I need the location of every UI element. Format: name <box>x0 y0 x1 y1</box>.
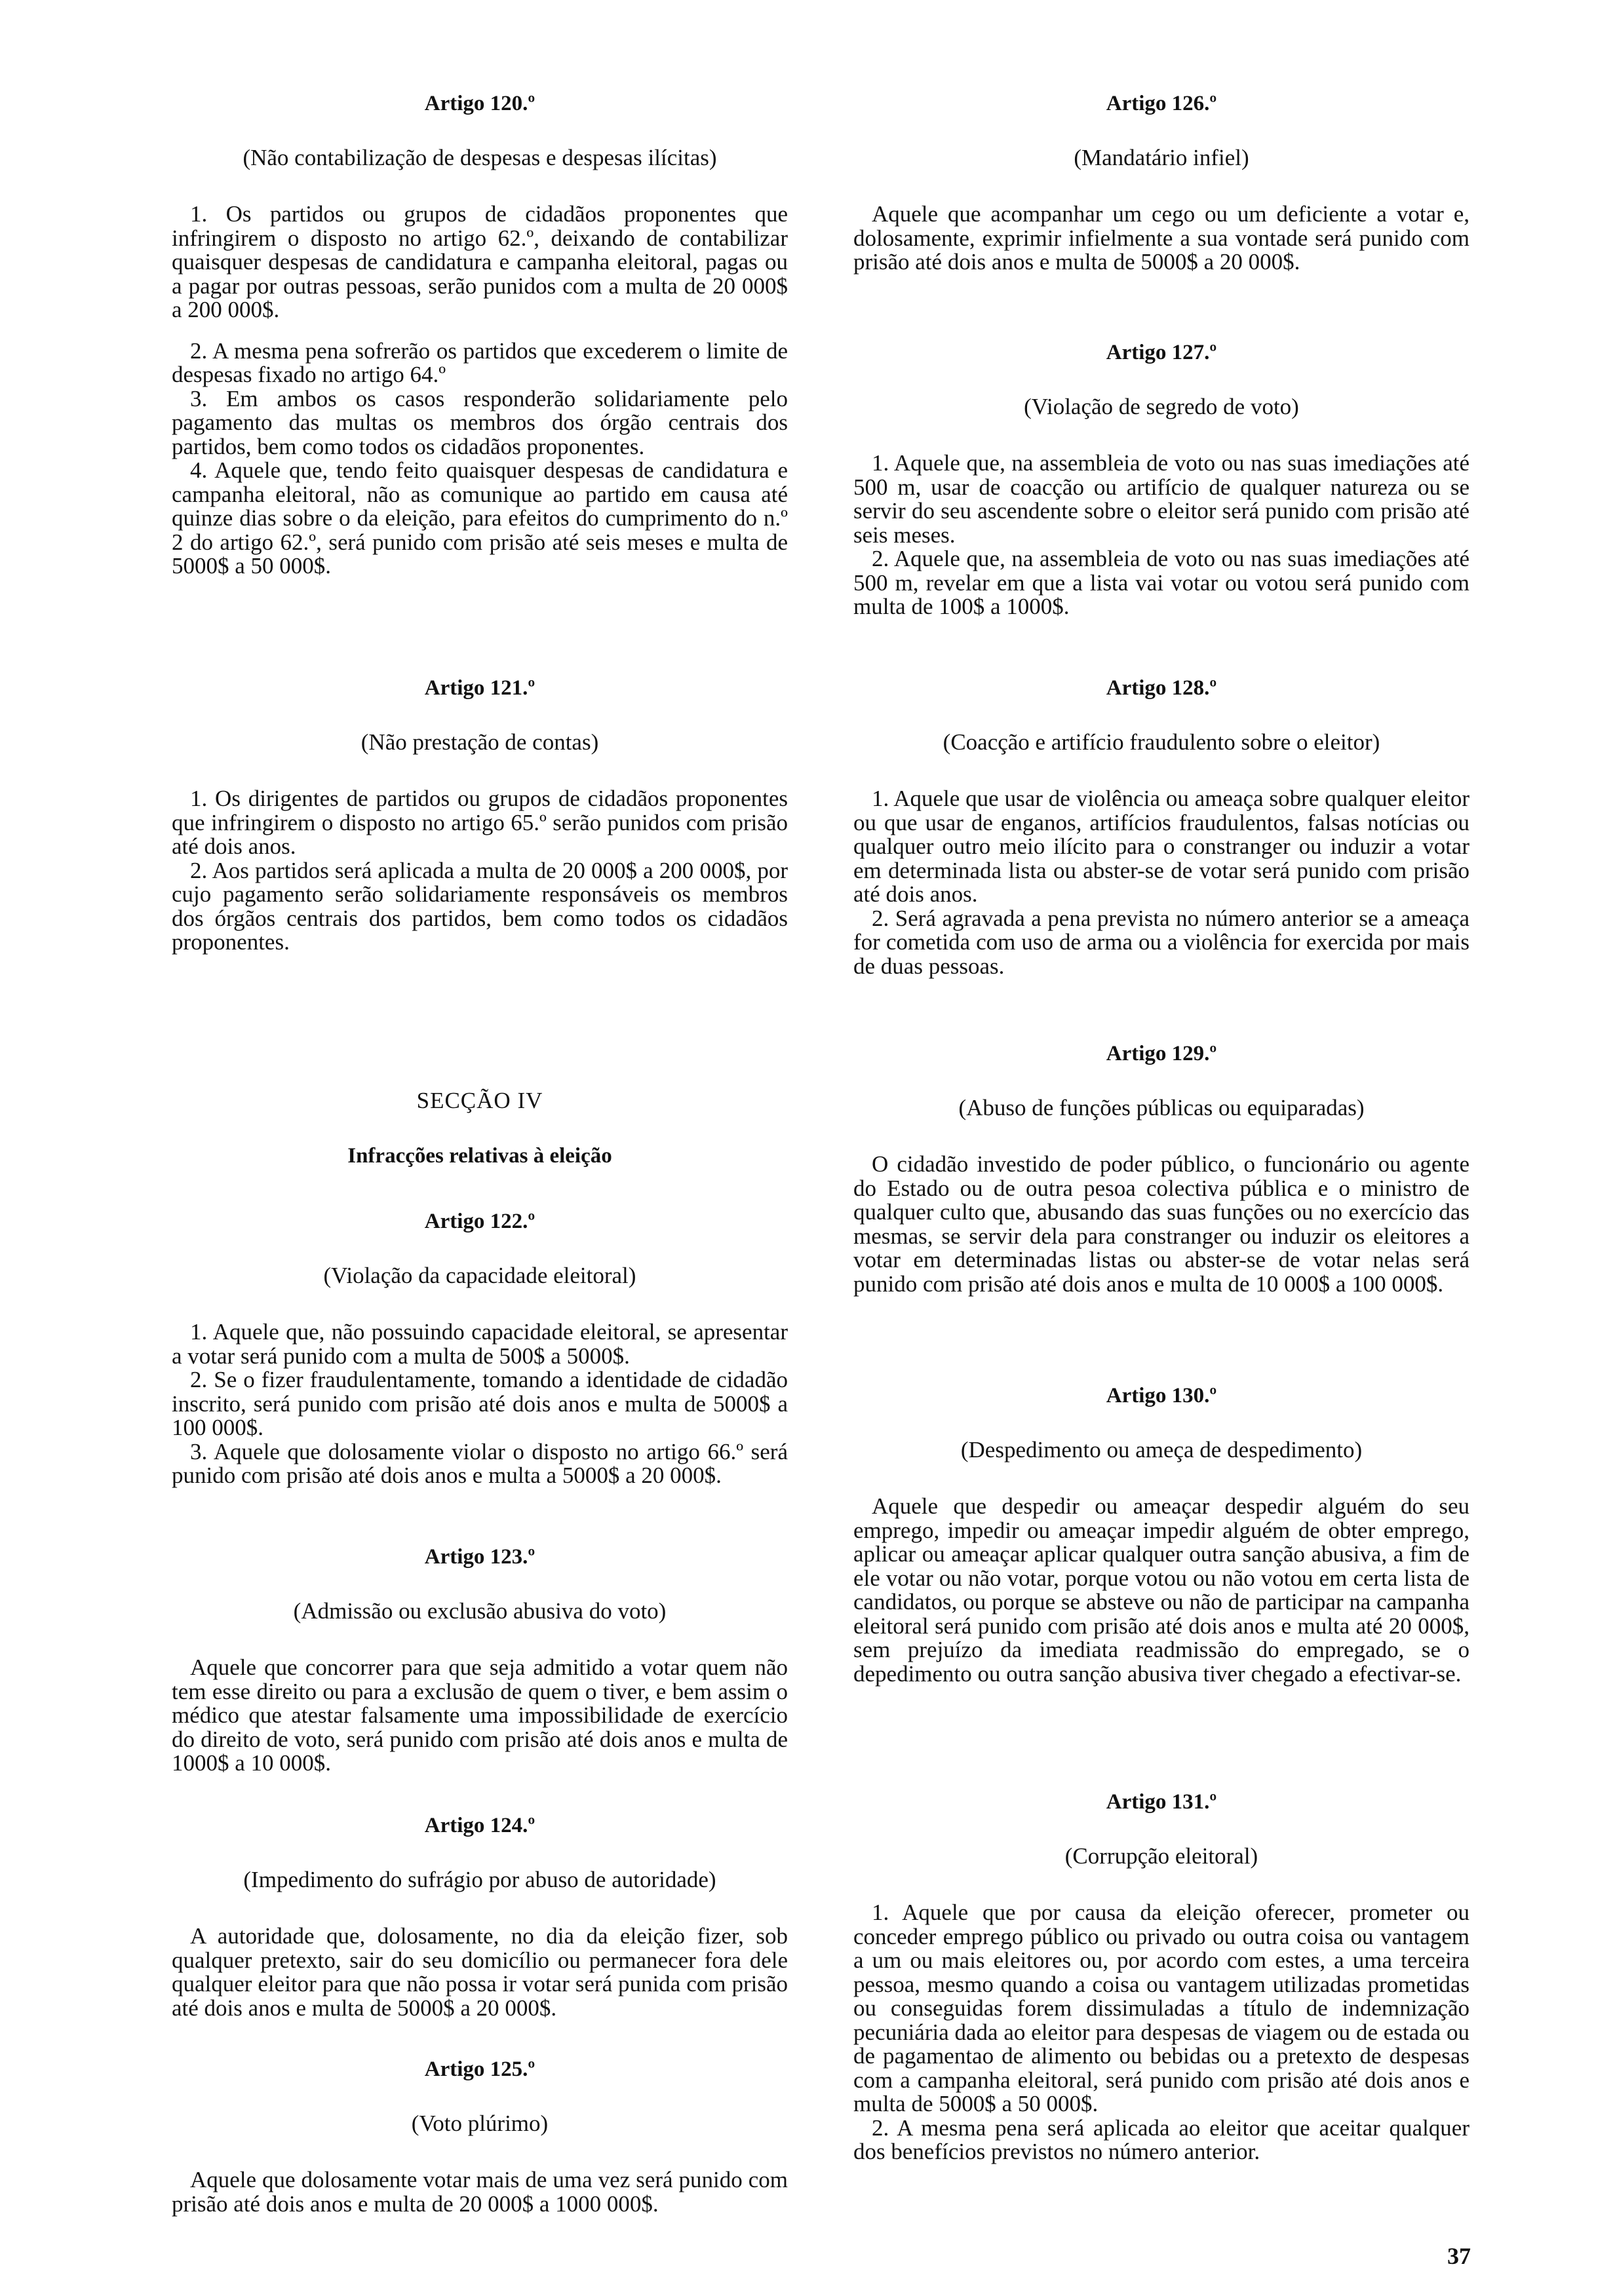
paragraph: 1. Aquele que usar de violência ou ameaça sobre qualquer eleitor ou que usar de enganos, artifícios fraudulentos, falsas notícias ou qualquer outro meio ilícito para o constranger ou induzir a votar em determinada lista ou abster-se de votar será punido com prisão até dois anos. <box>853 786 1469 907</box>
paragraph: 2. A mesma pena sofrerão os partidos que excederem o limite de despesas fixado no artigo 64.º <box>172 337 788 387</box>
paragraph: 4. Aquele que, tendo feito quaisquer despesas de candidatura e campanha eleitoral, não as comunique ao partido em causa até quinze dias sobre o da eleição, para efeitos do cumprimento do n.º 2 do artigo 62.º, será punido com prisão até seis meses e multa de 5000$ a 50 000$. <box>172 457 788 579</box>
article-120 <box>172 92 788 579</box>
article-subtitle: (Violação da capacidade eleitoral) <box>323 1263 636 1288</box>
article-title: Artigo 126.º <box>1106 92 1217 115</box>
paragraph: 1. Aquele que por causa da eleição oferecer, prometer ou conceder emprego público ou privado ou outra coisa ou vantagem a um ou mais eleitores ou, por acordo com estes, a uma terceira pessoa, mesmo quando a coisa ou vantagem utilizadas prometidas ou conseguidas forem dissimuladas a título de indemnização pecuniária dada ao eleitor para despesas de viagem ou de estada ou de pagamentao de alimento ou bebidas ou a pretexto de despesas com a campanha eleitoral, será punido com prisão até dois anos e multa de 5000$ a 50 000$. <box>853 1900 1469 2116</box>
article-subtitle: (Violação de segredo de voto) <box>1024 394 1299 419</box>
paragraph: 2. Aquele que, na assembleia de voto ou nas suas imediações até 500 m, revelar em que a lista vai votar ou votou será punido com multa de 100$ a 1000$. <box>853 546 1469 619</box>
paragraph: 2. Será agravada a pena prevista no número anterior se a ameaça for cometida com uso de arma ou a violência for exercida por mais de duas pessoas. <box>853 905 1469 979</box>
article-124 <box>172 1814 788 2020</box>
section-iv <box>172 1088 788 1198</box>
article-subtitle: (Admissão ou exclusão abusiva do voto) <box>293 1598 667 1624</box>
article-title: Artigo 130.º <box>1106 1384 1217 1407</box>
article-128 <box>853 676 1469 978</box>
paragraph: O cidadão investido de poder público, o funcionário ou agente do Estado ou de outra pesoa colectiva pública e o ministro de qualquer culto que, abusando das suas funções ou no exercício das mesmas, se servir dela para constranger ou induzir os eleitores a votar em determinadas listas ou abster-se de votar nelas será punido com prisão até dois anos e multa de 10 000$ a 100 000$. <box>853 1151 1469 1297</box>
article-title: Artigo 122.º <box>424 1210 535 1233</box>
article-subtitle: (Não prestação de contas) <box>360 729 599 755</box>
paragraph: 2. Aos partidos será aplicada a multa de 20 000$ a 200 000$, por cujo pagamento serão solidariamente responsáveis os membros dos órgãos centrais dos partidos, bem como todos os cidadãos proponentes. <box>172 857 788 955</box>
article-subtitle: (Mandatário infiel) <box>1074 145 1249 170</box>
paragraph: 1. Os dirigentes de partidos ou grupos de cidadãos proponentes que infringirem o disposto no artigo 65.º serão punidos com prisão até dois anos. <box>172 786 788 859</box>
article-129 <box>853 1042 1469 1296</box>
paragraph: 3. Aquele que dolosamente violar o disposto no artigo 66.º será punido com prisão até dois anos e multa a 5000$ a 20 000$. <box>172 1438 788 1488</box>
article-title: Artigo 127.º <box>1106 341 1217 364</box>
article-title: Artigo 120.º <box>424 92 535 115</box>
section-subheading: Infracções relativas à eleição <box>347 1144 612 1168</box>
article-title: Artigo 129.º <box>1106 1042 1217 1065</box>
paragraph: A autoridade que, dolosamente, no dia da eleição fizer, sob qualquer pretexto, sair do seu domicílio ou permanecer fora dele qualquer eleitor para que não possa ir votar será punida com prisão até dois anos e multa de 5000$ a 20 000$. <box>172 1923 788 2021</box>
page-number: 37 <box>1447 2243 1471 2269</box>
paragraph: Aquele que acompanhar um cego ou um deficiente a votar e, dolosamente, exprimir infielmente a sua vontade será punido com prisão até dois anos e multa de 5000$ a 20 000$. <box>853 201 1469 275</box>
paragraph: 3. Em ambos os casos responderão solidariamente pelo pagamento das multas os membros dos órgão centrais dos partidos, bem como todos os cidadãos proponentes. <box>172 385 788 459</box>
article-131 <box>853 1790 1469 2164</box>
article-130 <box>853 1384 1469 1686</box>
article-subtitle: (Abuso de funções públicas ou equiparadas) <box>958 1095 1365 1120</box>
article-125 <box>172 2057 788 2216</box>
article-subtitle: (Não contabilização de despesas e despesas ilícitas) <box>243 145 717 170</box>
paragraph: 1. Aquele que, não possuindo capacidade eleitoral, se apresentar a votar será punido com a multa de 500$ a 5000$. <box>172 1319 788 1369</box>
article-123 <box>172 1545 788 1776</box>
article-subtitle: (Corrupção eleitoral) <box>1064 1843 1258 1869</box>
paragraph: Aquele que dolosamente votar mais de uma vez será punido com prisão até dois anos e multa de 20 000$ a 1000 000$. <box>172 2167 788 2217</box>
paragraph: 2. A mesma pena será aplicada ao eleitor que aceitar qualquer dos benefícios previstos no número anterior. <box>853 2114 1469 2164</box>
article-subtitle: (Impedimento do sufrágio por abuso de autoridade) <box>243 1867 716 1892</box>
article-126 <box>853 92 1469 275</box>
paragraph: 2. Se o fizer fraudulentamente, tomando a identidade de cidadão inscrito, será punido com prisão até dois anos e multa de 5000$ a 100 000$. <box>172 1367 788 1440</box>
article-title: Artigo 131.º <box>1106 1790 1217 1814</box>
article-title: Artigo 123.º <box>424 1545 535 1569</box>
article-127 <box>853 341 1469 619</box>
article-subtitle: (Coacção e artifício fraudulento sobre o eleitor) <box>943 729 1380 755</box>
paragraph: 1. Os partidos ou grupos de cidadãos proponentes que infringirem o disposto no artigo 62.º, deixando de contabilizar quaisquer despesas de candidatura e campanha eleitoral, pagas ou a pagar por outras pessoas, serão punidos com a multa de 20 000$ a 200 000$. <box>172 201 788 322</box>
article-title: Artigo 125.º <box>424 2057 535 2081</box>
article-title: Artigo 121.º <box>424 676 535 700</box>
article-subtitle: (Despedimento ou ameça de despedimento) <box>960 1437 1363 1463</box>
paragraph: Aquele que concorrer para que seja admitido a votar quem não tem esse direito ou para a exclusão de quem o tiver, e bem assim o médico que atestar falsamente uma impossibilidade de exercício do direito de voto, será punido com prisão até dois anos e multa de 1000$ a 10 000$. <box>172 1655 788 1776</box>
paragraph: 1. Aquele que, na assembleia de voto ou nas suas imediações até 500 m, usar de coacção ou artifício de qualquer natureza ou se servir do seu ascendente sobre o eleitor será punido com prisão até seis meses. <box>853 450 1469 548</box>
paragraph: Aquele que despedir ou ameaçar despedir alguém do seu emprego, impedir ou ameaçar impedir alguém de obter emprego, aplicar ou ameaçar aplicar qualquer outra sanção abusiva, a fim de ele votar ou não votar, porque votou ou não votou em certa lista de candidatos, ou porque se absteve ou não de participar na campanha eleitoral será punido com prisão até dois anos e multa até 20 000$, sem prejuízo da imediata readmissão do empregado, se o depedimento ou outra sanção abusiva tiver chegado a efectivar-se. <box>853 1493 1469 1687</box>
article-121 <box>172 676 788 955</box>
article-title: Artigo 124.º <box>424 1814 535 1837</box>
article-122 <box>172 1210 788 1488</box>
article-subtitle: (Voto plúrimo) <box>411 2111 549 2136</box>
article-title: Artigo 128.º <box>1106 676 1217 700</box>
section-heading: SECÇÃO IV <box>416 1088 543 1113</box>
